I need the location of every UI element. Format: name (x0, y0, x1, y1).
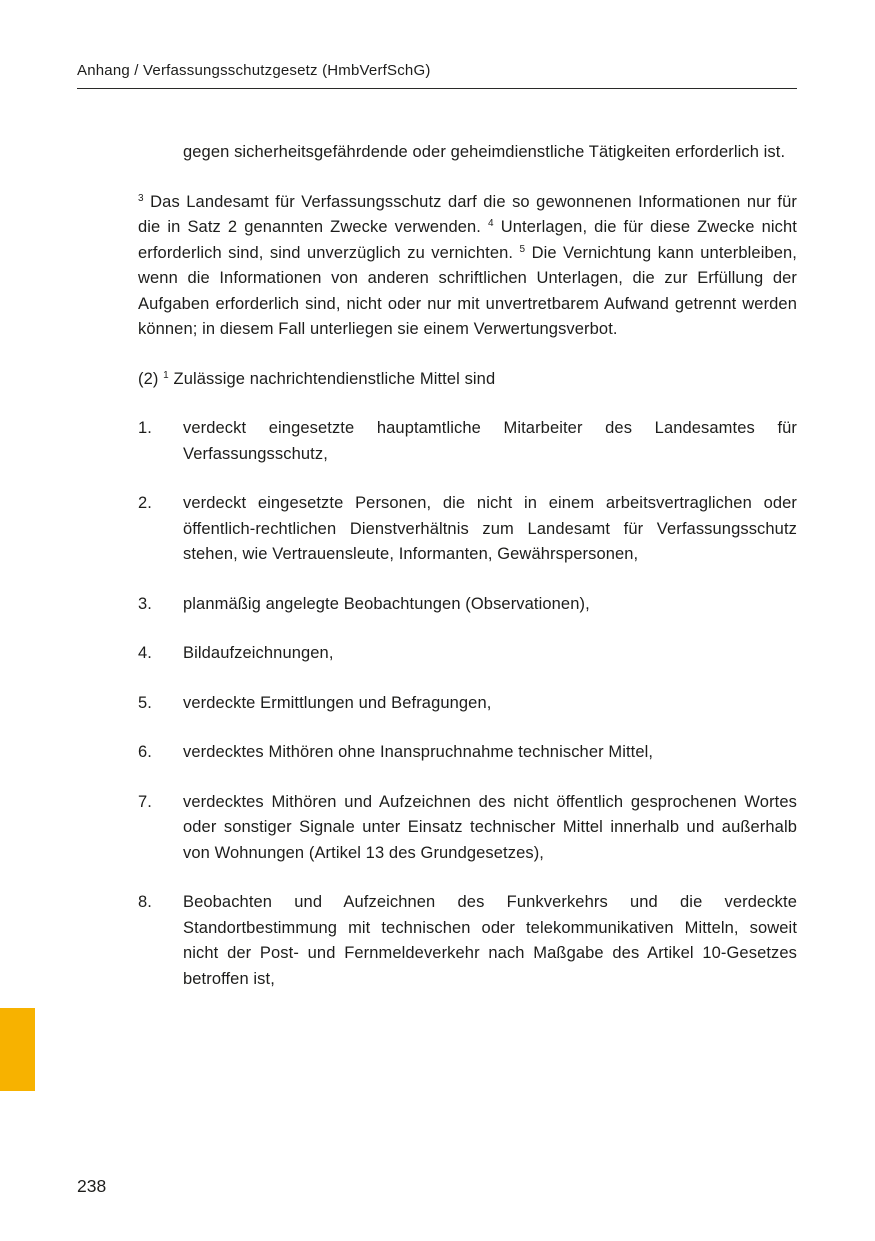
sentence-superscript-3: 3 (138, 192, 144, 204)
running-header: Anhang / Verfassungsschutzgesetz (HmbVerfSchG) (77, 62, 797, 89)
list-item-number: 4. (138, 644, 152, 662)
absatz-2-intro-text: Zulässige nachrichtendienstliche Mittel sind (168, 369, 496, 388)
list-item (138, 790, 797, 867)
list-item (138, 890, 797, 992)
sentence-5-text: Die Vernichtung kann unterbleiben, wenn die Informationen von anderen schriftlichen Unterlagen, die zur Erfüllung der Aufgaben erforderlich sind, nicht oder nur mit unvertretbarem Aufwand getrennt werden können; in diesem Fall unterliegen sie einem Verwertungsverbot. (138, 243, 797, 338)
paragraph-absatz-2-intro (138, 367, 797, 393)
numbered-list (138, 416, 797, 992)
list-item-number: 5. (138, 693, 152, 712)
list-item-text: verdeckt eingesetzte Personen, die nicht in einem arbeitsvertraglichen oder öffentlich-rechtlichen Dienstverhältnis zum Landesamt für Verfassungsschutz stehen, wie Vertrauensleute, Informanten, Gewährspersonen, (183, 494, 797, 563)
list-item-text: verdecktes Mithören ohne Inanspruchnahme technischer Mittel, (183, 743, 654, 761)
list-item (138, 491, 797, 568)
body-text-block (138, 140, 797, 1016)
list-item-number: 1. (138, 419, 152, 437)
list-item (138, 641, 797, 667)
list-item (138, 592, 797, 618)
list-item-text: planmäßig angelegte Beobachtungen (Observationen), (183, 594, 590, 613)
list-item-number: 2. (138, 494, 152, 512)
paragraph-continuation (183, 140, 797, 166)
list-item-text: Bildaufzeichnungen, (183, 644, 334, 662)
list-item-number: 3. (138, 594, 152, 613)
sentence-superscript-1: 1 (163, 369, 169, 381)
list-item (138, 740, 797, 766)
list-item-text: verdeckt eingesetzte hauptamtliche Mitarbeiter des Landesamtes für Verfassungsschutz, (183, 419, 797, 463)
list-item-number: 7. (138, 792, 152, 811)
sentence-superscript-4: 4 (488, 218, 494, 229)
paragraph-satz-3-5 (138, 190, 797, 343)
list-item (138, 691, 797, 717)
sentence-superscript-5: 5 (519, 243, 526, 255)
list-item-number: 6. (138, 743, 152, 761)
list-item-text: verdecktes Mithören und Aufzeichnen des nicht öffentlich gesprochenen Wortes oder sonstiger Signale unter Einsatz technischer Mittel innerhalb und außerhalb von Wohnungen (Artikel 13 des Grundgesetzes), (183, 792, 797, 862)
list-item-number: 8. (138, 893, 152, 911)
sentence-4-text: Unterlagen, die für diese Zwecke nicht erforderlich sind, sind unverzüglich zu vernichten. (138, 218, 797, 262)
list-item-text: verdeckte Ermittlungen und Befragungen, (183, 693, 492, 712)
page-edge-marker (0, 1008, 35, 1091)
sentence-3-text: Das Landesamt für Verfassungsschutz darf die so gewonnenen Informationen nur für die in Satz 2 genannten Zwecke verwenden. (138, 192, 797, 236)
list-item-text: Beobachten und Aufzeichnen des Funkverkehrs und die verdeckte Standortbestimmung mit technischen oder telekommunikativen Mitteln, soweit nicht der Post- und Fernmeldeverkehr nach Maßgabe des Artikel 10-Gesetzes betroffen ist, (183, 893, 797, 988)
list-item (138, 416, 797, 467)
paragraph-continuation-text: gegen sicherheitsgefährdende oder geheimdienstliche Tätigkeiten erforderlich ist. (183, 143, 786, 161)
absatz-2-label: (2) (138, 369, 164, 388)
page-number: 238 (77, 1176, 107, 1196)
